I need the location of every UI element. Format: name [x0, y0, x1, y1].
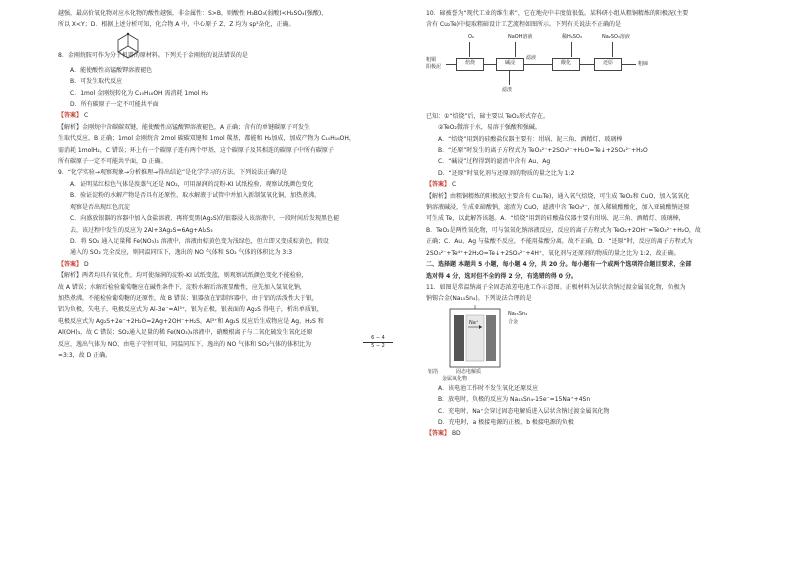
analysis-line: 铝为负极，失电子，电极反应式为 Al-3e⁻=Al³⁺，银为正极，银表面的 Ag₂S 得电子，析出单质银，: [58, 306, 323, 314]
q8-header: [58, 31, 393, 65]
step-alkali-leach: 碱浸: [496, 58, 524, 71]
option-b: B．验证淀粉的水解产物是否具有还原性，取水解液于试管中并加入新制氢氧化铜，加热煮沸，: [70, 192, 321, 200]
option-a: A．“焙烧”用到的硅酸盐仪器主要有：坩埚、泥三角、酒精灯、玻璃棒: [438, 135, 623, 143]
question-stem: 钠锡合金(Na₁₅Sn₄)。下列说法合理的是: [426, 295, 532, 303]
process-flow-diagram: [426, 31, 761, 111]
analysis-line: 【解析】由粗铜精炼的阳极泥(主要含有 Cu₂Te)，通入氧气焙烧，可生成 TeO₂和 CuO，加入氢氧化: [426, 192, 690, 200]
left-column: [58, 8, 393, 361]
cell-ion-label: Na⁺: [469, 319, 479, 326]
known-line: ②TeO₂微溶于水，易溶于强酸和强碱。: [438, 124, 541, 132]
analysis-line: 2SO₃²⁻+Te⁴⁺+2H₂O=Te↓+2SO₄²⁻+4H⁺，氧化剂与还原剂的物质的量之比为 1:2，故正确。: [426, 249, 680, 257]
analysis-line: 生取代反应，B 正确；1mol 金刚烷含 2mol 碳碳双键和 1mol 羰基，都能和 H₂加成，加成产物为 C₁₀H₁₆OH，: [58, 135, 355, 143]
flow-arrow: [446, 64, 456, 65]
answer-tag: 【答案】: [58, 112, 83, 120]
analysis-line: =3:3，故 D 正确。: [58, 351, 112, 359]
fraction: [363, 335, 393, 350]
answer-tag: 【答案】: [58, 260, 83, 268]
flow-arrow: [469, 42, 470, 57]
battery-diagram: [426, 305, 761, 383]
flow-residue-label: 滤渣: [502, 86, 513, 93]
fraction-denominator: 5 − 2: [371, 342, 385, 349]
analysis-line: 【解析】金刚烷中含碳碳双键，能使酸性高锰酸钾溶液褪色，A 正确；含有的单键碳原子可发生: [58, 123, 311, 131]
analysis-line: 加热煮沸，不能检验葡萄糖的还原性，故 B 错误；银器放在铝制容器中，由于铝的活泼性大于银，: [58, 294, 318, 302]
option-c: C．1mol 金刚烷转化为 C₁₀H₁₆OH 需消耗 1mol H₂: [70, 89, 209, 97]
analysis-fraction-row: [58, 334, 393, 350]
answer-line: [426, 428, 761, 439]
option-line: 通入的 SO₂ 完全反应，则同温同压下，逸出的 NO 气体和 SO₂ 气体的体积比为 3:3: [70, 249, 293, 257]
analysis-line: 钠溶液碱浸，生成亚碲酸钠，滤渣为 CuO，滤液中含 TeO₃²⁻，加入稀硫酸酸化，加入亚硫酸钠还原: [426, 204, 690, 212]
flow-arrow: [612, 42, 613, 57]
option-b: B．可发生取代反应: [70, 78, 123, 86]
answer-value: C: [451, 181, 457, 189]
option-d: D．充电时，a 极接电源的正极，b 极接电源的负极: [438, 418, 574, 426]
analysis-line: 故 A 错误；水解后检验葡萄糖应在碱性条件下，淀粉水解后溶液显酸性，应先加入氢氧化钠，: [58, 283, 306, 291]
analysis-line: 电极反应式为 Ag₂S+2e⁻+2H₂O=2Ag+2OH⁻+H₂S，Al³⁺和 Ag₂S 反应后生成物应是 Ag、H₂S 和: [58, 317, 324, 325]
option-a: A．该电池工作时不发生氧化还原反应: [438, 384, 539, 392]
flow-naoh-label: NaOH溶液: [508, 33, 533, 40]
question-stem: 含有 Cu₂Te)中提取粗碲设计工艺流程如图所示。下列有关说法不正确的是: [426, 21, 621, 29]
flow-arrow: [509, 71, 510, 85]
question-stem: 10．碲被誉为“现代工业的维生素”，它在地壳中丰度值很低。某科研小组从粗铜精炼的阳极泥(主要: [426, 10, 689, 17]
option-c: C．“碱浸”过程得到的滤渣中含有 Au、Ag: [438, 158, 551, 166]
flow-arrow: [580, 64, 594, 65]
text-line: 所以 X<Y；D．根据上述分析可知，化合物 A 中，中心原子 Z、Z 均为 sp³杂化，正确。: [58, 21, 295, 29]
analysis-line: 反应，逸出气体为 NO，由电子守恒可知，同温同压下，逸出的 NO 气体和 SO₂气体的体积比为: [58, 340, 311, 348]
flow-h2so4-label: 稀H₂SO₄: [562, 33, 582, 40]
option-d: D．将 SO₂ 通入足量稀 Fe(NO₃)₃ 溶液中，溶液由棕黄色变为浅绿色，但立即又变成棕黄色，假设: [70, 237, 329, 245]
flow-arrow: [622, 64, 636, 65]
option-c: C．充电时，Na⁺会穿过固态电解质进入层状含钠过渡金属氧化物: [438, 407, 610, 415]
fraction-numerator: 6 − 4: [363, 335, 393, 343]
answer-line: [426, 179, 761, 190]
step-acidify: 酸化: [552, 58, 580, 71]
answer-tag: 【答案】: [426, 430, 451, 438]
question-stem: 8．金刚烷胺可作为分子机器的原材料。下列关于金刚烷的说法错误的是: [58, 51, 248, 59]
answer-line: [58, 259, 393, 270]
answer-line: [58, 110, 393, 121]
option-a: A．能使酸性高锰酸钾溶液褪色: [70, 66, 153, 74]
flow-filtrate-label: 滤液: [526, 54, 537, 61]
analysis-line: 【解析】两者均具有氧化性，均可使湿润的淀粉-KI 试纸变蓝，则观察试纸颜色变化不能检验，: [58, 272, 308, 280]
right-column: [426, 8, 761, 440]
cell-solid-label: 固态电解质: [456, 368, 482, 375]
analysis-line: Al(OH)₃，故 C 错误；SO₂通入足量的稀 Fe(NO₃)₃溶液中，硝酸根离子与二氧化硫发生氧化还原: [58, 329, 313, 337]
option-d: D．所有碳原子一定不可能共平面: [70, 101, 159, 109]
question-stem: 11．如图是常温钠离子全固态浓差电池工作示意图。正极材料为层状含钠过渡金属氧化物，负极为: [426, 283, 686, 291]
section-heading: 二、选择题 本题共 5 小题，每小题 4 分，共 20 分。每小题有一个或两个选项符合题目要求，全部: [426, 261, 692, 269]
analysis-line: 需消耗 1molH₂，C 错误；环上有一个碳原子连有两个甲基，这个碳原子及其相连的碳原子中所有碳原子: [58, 146, 334, 154]
option-a: A．证明某红棕色气体是溴蒸气还是 NO₂，可用湿润的淀粉-KI 试纸检验，观察试纸颜色变化: [70, 180, 314, 188]
option-line: 观察是否出现红色沉淀: [70, 203, 131, 211]
flow-output: 粗碲: [638, 60, 649, 67]
cell-electrode-label: 铝箔: [428, 368, 439, 375]
option-d: D．“还原”时氧化剂与还原剂的物质的量之比为 1:2: [438, 169, 575, 177]
question-stem: 9．“化学实验→观察现象→分析推理→得出结论”是化学学习的方法。下列说法正确的是: [58, 169, 288, 177]
answer-value: BD: [451, 430, 461, 438]
answer-value: C: [83, 112, 89, 120]
section-heading: 选对得 4 分，选对但不全的得 2 分，有选错的得 0 分。: [426, 272, 578, 280]
flow-o2-label: O₂: [468, 33, 474, 40]
cell-alloy-label: Na₁₅Sn₄: [508, 310, 528, 317]
known-line: 已知：①“焙烧”后，碲主要以 TeO₂形式存在。: [426, 112, 549, 120]
flow-input-top: 粗铜: [426, 56, 437, 63]
step-roast: 焙烧: [456, 58, 484, 71]
analysis-line: B．TeO₂是两性氧化物，可与氢氧化钠溶液反应，反应的离子方程式为 TeO₂+2OH⁻=TeO₃²⁻+H₂O，故: [426, 226, 701, 234]
option-line: 去，该过程中发生的反应为 2Al+3Ag₂S=6Ag+Al₂S₃: [70, 226, 213, 234]
answer-value: D: [83, 260, 89, 268]
cell-bottom-label: 金属氧化物: [442, 375, 468, 382]
analysis-line: 可生成 Te，以此解答该题。A．“焙烧”用到的硅酸盐仪器主要有坩埚、泥三角、酒精灯、玻璃棒，: [426, 215, 685, 223]
flow-arrow: [571, 42, 572, 57]
analysis-line: 正确；C．Au、Ag 与盐酸不反应，不能用盐酸分离，故不正确，D．“还原”时，反应的离子方程式为: [426, 238, 693, 246]
cell-alloy-word: 合金: [508, 318, 519, 325]
flow-na2so3-label: Na₂SO₃溶液: [602, 33, 630, 40]
flow-input-bottom: 阳极泥: [426, 63, 442, 70]
option-b: B．“还原”时发生的离子方程式为 TeO₃²⁻+2SO₃²⁻+H₂O=Te↓+2SO₄²⁻+H₂O: [438, 147, 648, 155]
flow-arrow: [484, 64, 496, 65]
option-b: B．放电时，负极的反应为 Na₁₅Sn₄-15e⁻=15Na⁺+4Sn: [438, 396, 591, 404]
option-c: C．向盛放银器的容器中加入食盐溶液，再将变黑(Ag₂S)的银器浸入该溶液中，一段时间后发现黑色褪: [70, 215, 339, 223]
analysis-line: 所有碳原子一定不可能共平面，D 正确。: [58, 158, 167, 166]
answer-tag: 【答案】: [426, 181, 451, 189]
flow-arrow: [515, 42, 516, 57]
step-reduce: 还原: [594, 58, 622, 71]
text-line: 越强，最高价氧化物对应水化物的酸性越强，非金属性：S>B，则酸性 H₃BO₃(弱酸)<H₂SO₄(强酸)，: [58, 10, 328, 17]
flow-arrow: [524, 64, 552, 65]
